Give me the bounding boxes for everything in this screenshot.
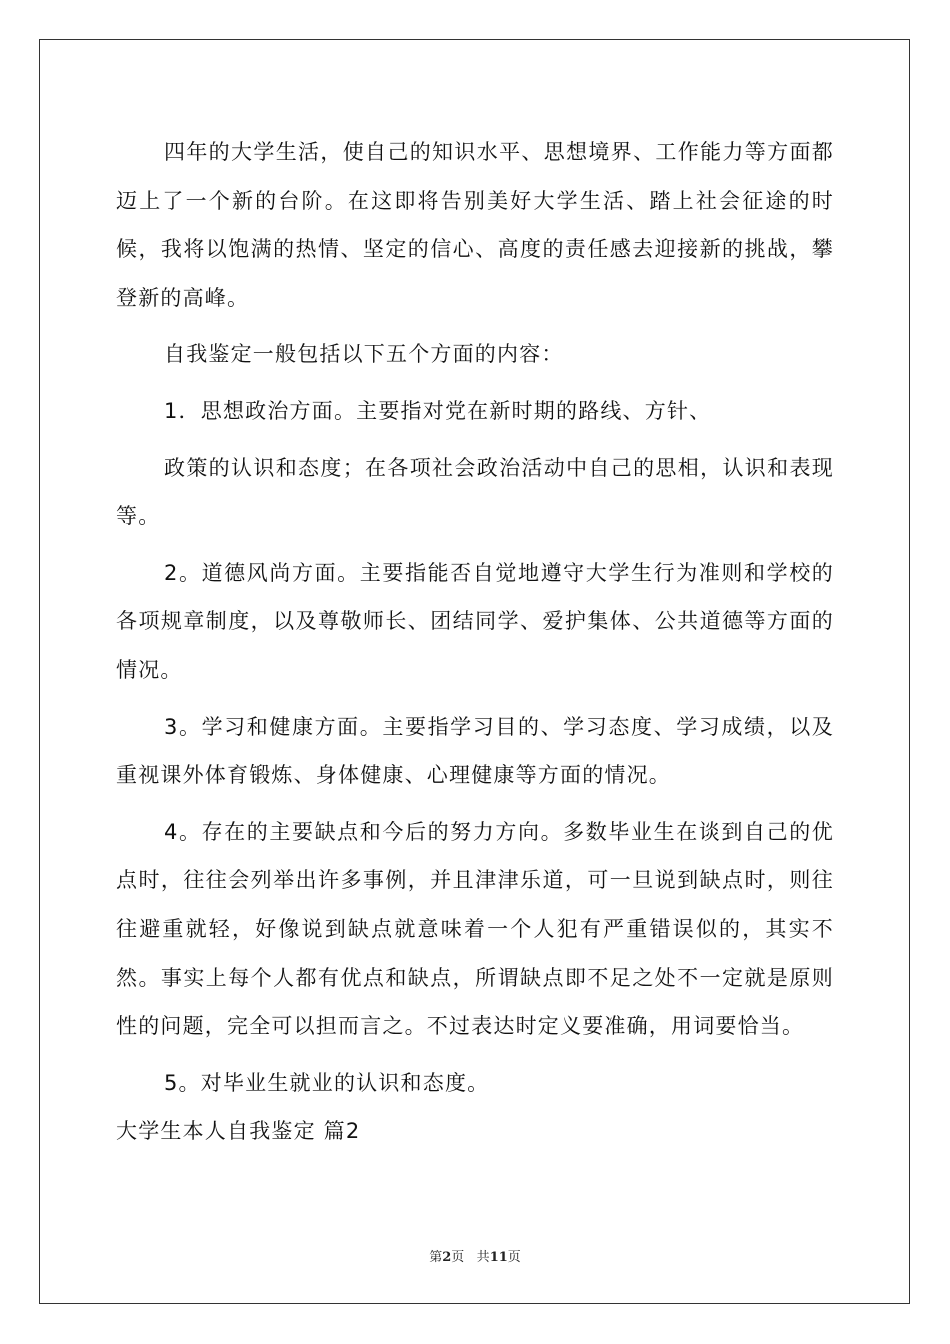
paragraph-item-3: 3。学习和健康方面。主要指学习目的、学习态度、学习成绩，以及重视课外体育锻炼、身体健康、心理健康等方面的情况。 (116, 714, 834, 788)
page-footer (0, 1246, 950, 1265)
paragraph-item-5: 5。对毕业生就业的认识和态度。 (164, 1070, 490, 1095)
footer-page-prefix: 第 (429, 1250, 443, 1265)
footer-page-number: 2 (442, 1250, 452, 1265)
paragraph-item-1-continued: 政策的认识和态度；在各项社会政治活动中自己的思相，认识和表现等。 (116, 455, 834, 529)
footer-total-prefix: 共 (476, 1250, 490, 1265)
paragraph-intro: 四年的大学生活，使自己的知识水平、思想境界、工作能力等方面都迈上了一个新的台阶。在这即将告别美好大学生活、踏上社会征途的时候，我将以饱满的热情、坚定的信心、高度的责任感去迎接新的挑战，攀登新的高峰。 (116, 140, 834, 310)
paragraph-overview: 自我鉴定一般包括以下五个方面的内容： (164, 342, 564, 367)
footer-total-suffix: 页 (507, 1250, 521, 1265)
section-heading: 大学生本人自我鉴定 篇2 (116, 1119, 361, 1144)
footer-total-pages: 11 (489, 1250, 508, 1265)
paragraph-item-2: 2。道德风尚方面。主要指能否自觉地遵守大学生行为准则和学校的各项规章制度，以及尊敬师长、团结同学、爱护集体、公共道德等方面的情况。 (116, 560, 834, 682)
footer-page-suffix: 页 (451, 1250, 465, 1265)
document-body (116, 128, 834, 1156)
paragraph-item-1: 1．思想政治方面。主要指对党在新时期的路线、方针、 (164, 398, 712, 423)
paragraph-item-4: 4。存在的主要缺点和今后的努力方向。多数毕业生在谈到自己的优点时，往往会列举出许多事例，并且津津乐道，可一旦说到缺点时，则往往避重就轻，好像说到缺点就意味着一个人犯有严重错误似的，其实不然。事实上每个人都有优点和缺点，所谓缺点即不足之处不一定就是原则性的问题，完全可以担而言之。不过表达时定义要准确，用词要恰当。 (116, 819, 834, 1039)
